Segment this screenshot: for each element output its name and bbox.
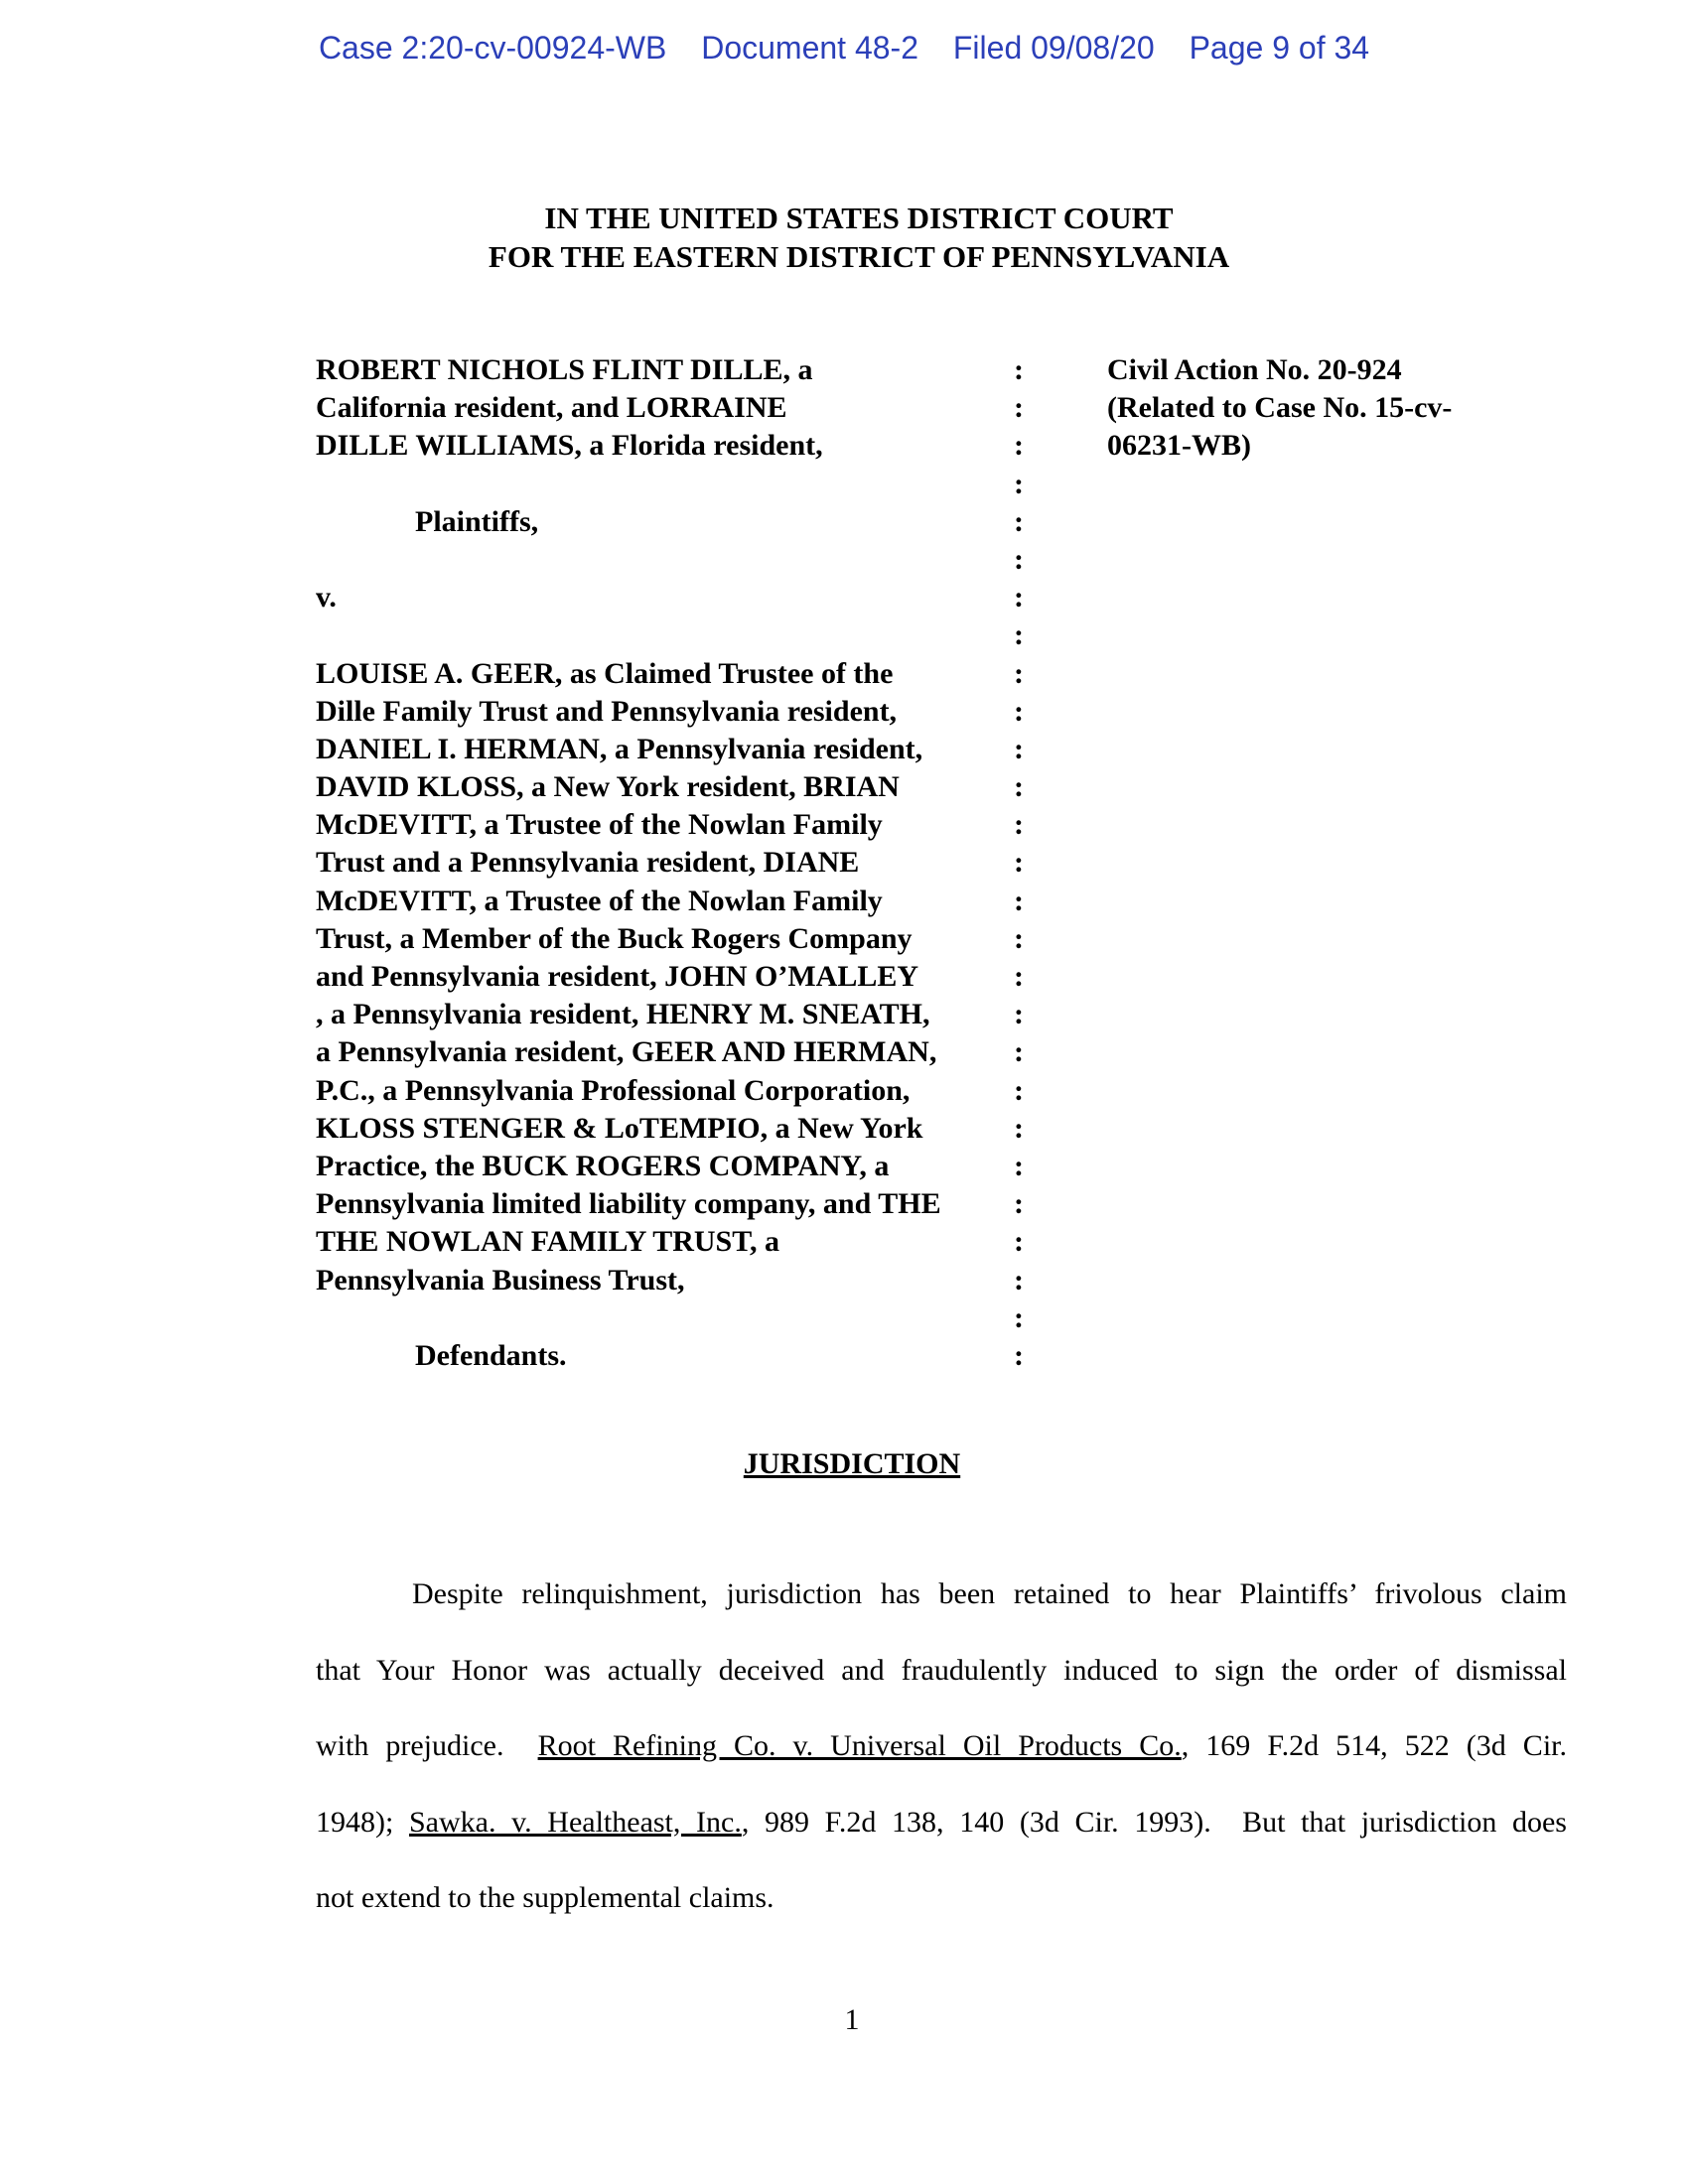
section-heading: JURISDICTION bbox=[743, 1447, 961, 1480]
caption-parties bbox=[316, 351, 1031, 1375]
body-line: Despite relinquishment, jurisdiction has been retained to hear Plaintiffs’ frivolous claim bbox=[412, 1577, 1567, 1610]
defendant-line: and Pennsylvania resident, JOHN O’MALLEY bbox=[316, 960, 919, 993]
caption-colon: : bbox=[1014, 921, 1024, 955]
case-citation: Root Refining Co. v. Universal Oil Products Co. bbox=[537, 1729, 1182, 1762]
caption-colon: : bbox=[1014, 581, 1024, 614]
caption-colon: : bbox=[1014, 1225, 1024, 1259]
caption-colon: : bbox=[1014, 391, 1024, 425]
document-number: Document 48-2 bbox=[701, 30, 918, 66]
blank-line bbox=[316, 616, 1031, 654]
plaintiffs-label: Plaintiffs, bbox=[415, 504, 539, 538]
body-text-segment: 1948); bbox=[316, 1805, 409, 1839]
court-title-line-1: IN THE UNITED STATES DISTRICT COURT bbox=[544, 201, 1174, 235]
defendant-line: Practice, the BUCK ROGERS COMPANY, a bbox=[316, 1149, 890, 1182]
body-text-segment: , 989 F.2d 138, 140 (3d Cir. 1993). But that jurisdiction does bbox=[741, 1805, 1567, 1839]
defendant-line: Trust, a Member of the Buck Rogers Company bbox=[316, 921, 913, 955]
blank-line bbox=[316, 466, 1031, 503]
defendant-line: LOUISE A. GEER, as Claimed Trustee of the bbox=[316, 656, 894, 690]
defendant-line: DAVID KLOSS, a New York resident, BRIAN bbox=[316, 770, 900, 804]
caption-colon: : bbox=[1014, 1338, 1024, 1372]
caption-colon: : bbox=[1014, 1035, 1024, 1069]
case-number: Case 2:20-cv-00924-WB bbox=[318, 30, 667, 66]
defendant-line: THE NOWLAN FAMILY TRUST, a bbox=[316, 1225, 780, 1259]
body-line bbox=[316, 1708, 1567, 1785]
caption-colon: : bbox=[1014, 618, 1024, 652]
court-title bbox=[15, 199, 1688, 276]
defendant-line: Trust and a Pennsylvania resident, DIANE bbox=[316, 846, 860, 880]
caption-colon: : bbox=[1014, 1111, 1024, 1145]
defendant-line: Pennsylvania limited liability company, and THE bbox=[316, 1187, 941, 1221]
caption-colon: : bbox=[1014, 1300, 1024, 1334]
blank-line bbox=[316, 541, 1031, 579]
caption-colon: : bbox=[1014, 694, 1024, 728]
caption-colon: : bbox=[1014, 1073, 1024, 1107]
civil-action-line: (Related to Case No. 15-cv- bbox=[1107, 391, 1453, 425]
civil-action-block bbox=[1107, 351, 1524, 466]
caption-colon: : bbox=[1014, 353, 1024, 386]
caption-colon-column bbox=[1009, 351, 1029, 1375]
caption-colon: : bbox=[1014, 467, 1024, 500]
defendants-label: Defendants. bbox=[415, 1338, 567, 1372]
caption-colon: : bbox=[1014, 884, 1024, 917]
caption-colon: : bbox=[1014, 960, 1024, 993]
defendant-line: P.C., a Pennsylvania Professional Corporation, bbox=[316, 1073, 911, 1107]
page-number: 1 bbox=[844, 2003, 860, 2036]
body-paragraph bbox=[316, 1557, 1567, 1937]
civil-action-line: Civil Action No. 20-924 bbox=[1107, 353, 1402, 386]
caption-colon: : bbox=[1014, 846, 1024, 880]
caption-colon: : bbox=[1014, 656, 1024, 690]
defendant-line: Pennsylvania Business Trust, bbox=[316, 1263, 685, 1297]
caption-colon: : bbox=[1014, 998, 1024, 1031]
ecf-filing-header bbox=[0, 30, 1688, 67]
caption-colon: : bbox=[1014, 504, 1024, 538]
defendant-line: a Pennsylvania resident, GEER AND HERMAN, bbox=[316, 1035, 937, 1069]
civil-action-line: 06231-WB) bbox=[1107, 429, 1251, 463]
body-line bbox=[316, 1785, 1567, 1861]
plaintiff-line: DILLE WILLIAMS, a Florida resident, bbox=[316, 429, 823, 463]
body-text-segment: , 169 F.2d 514, 522 (3d Cir. bbox=[1181, 1729, 1567, 1762]
versus-label: v. bbox=[316, 581, 337, 614]
page-of-pages: Page 9 of 34 bbox=[1189, 30, 1370, 66]
plaintiff-line: ROBERT NICHOLS FLINT DILLE, a bbox=[316, 353, 813, 386]
caption-colon: : bbox=[1014, 429, 1024, 463]
caption-colon: : bbox=[1014, 1263, 1024, 1297]
body-text-segment: with prejudice. bbox=[316, 1729, 538, 1762]
case-citation: Sawka. v. Healtheast, Inc. bbox=[408, 1805, 742, 1839]
defendant-line: Dille Family Trust and Pennsylvania resident, bbox=[316, 694, 898, 728]
body-line: not extend to the supplemental claims. bbox=[316, 1881, 774, 1914]
caption-colon: : bbox=[1014, 1149, 1024, 1182]
caption-colon: : bbox=[1014, 732, 1024, 765]
defendant-line: McDEVITT, a Trustee of the Nowlan Family bbox=[316, 808, 883, 842]
filed-date: Filed 09/08/20 bbox=[952, 30, 1155, 66]
caption-colon: : bbox=[1014, 1187, 1024, 1221]
defendant-line: DANIEL I. HERMAN, a Pennsylvania resident, bbox=[316, 732, 923, 765]
defendant-line: McDEVITT, a Trustee of the Nowlan Family bbox=[316, 884, 883, 917]
defendant-line: , a Pennsylvania resident, HENRY M. SNEATH, bbox=[316, 998, 930, 1031]
blank-line bbox=[316, 1299, 1031, 1337]
court-title-line-2: FOR THE EASTERN DISTRICT OF PENNSYLVANIA bbox=[488, 239, 1230, 274]
caption-colon: : bbox=[1014, 770, 1024, 804]
caption-colon: : bbox=[1014, 542, 1024, 576]
plaintiff-line: California resident, and LORRAINE bbox=[316, 391, 787, 425]
body-line: that Your Honor was actually deceived and fraudulently induced to sign the order of dismissal bbox=[316, 1653, 1567, 1687]
caption-colon: : bbox=[1014, 808, 1024, 842]
defendant-line: KLOSS STENGER & LoTEMPIO, a New York bbox=[316, 1111, 923, 1145]
